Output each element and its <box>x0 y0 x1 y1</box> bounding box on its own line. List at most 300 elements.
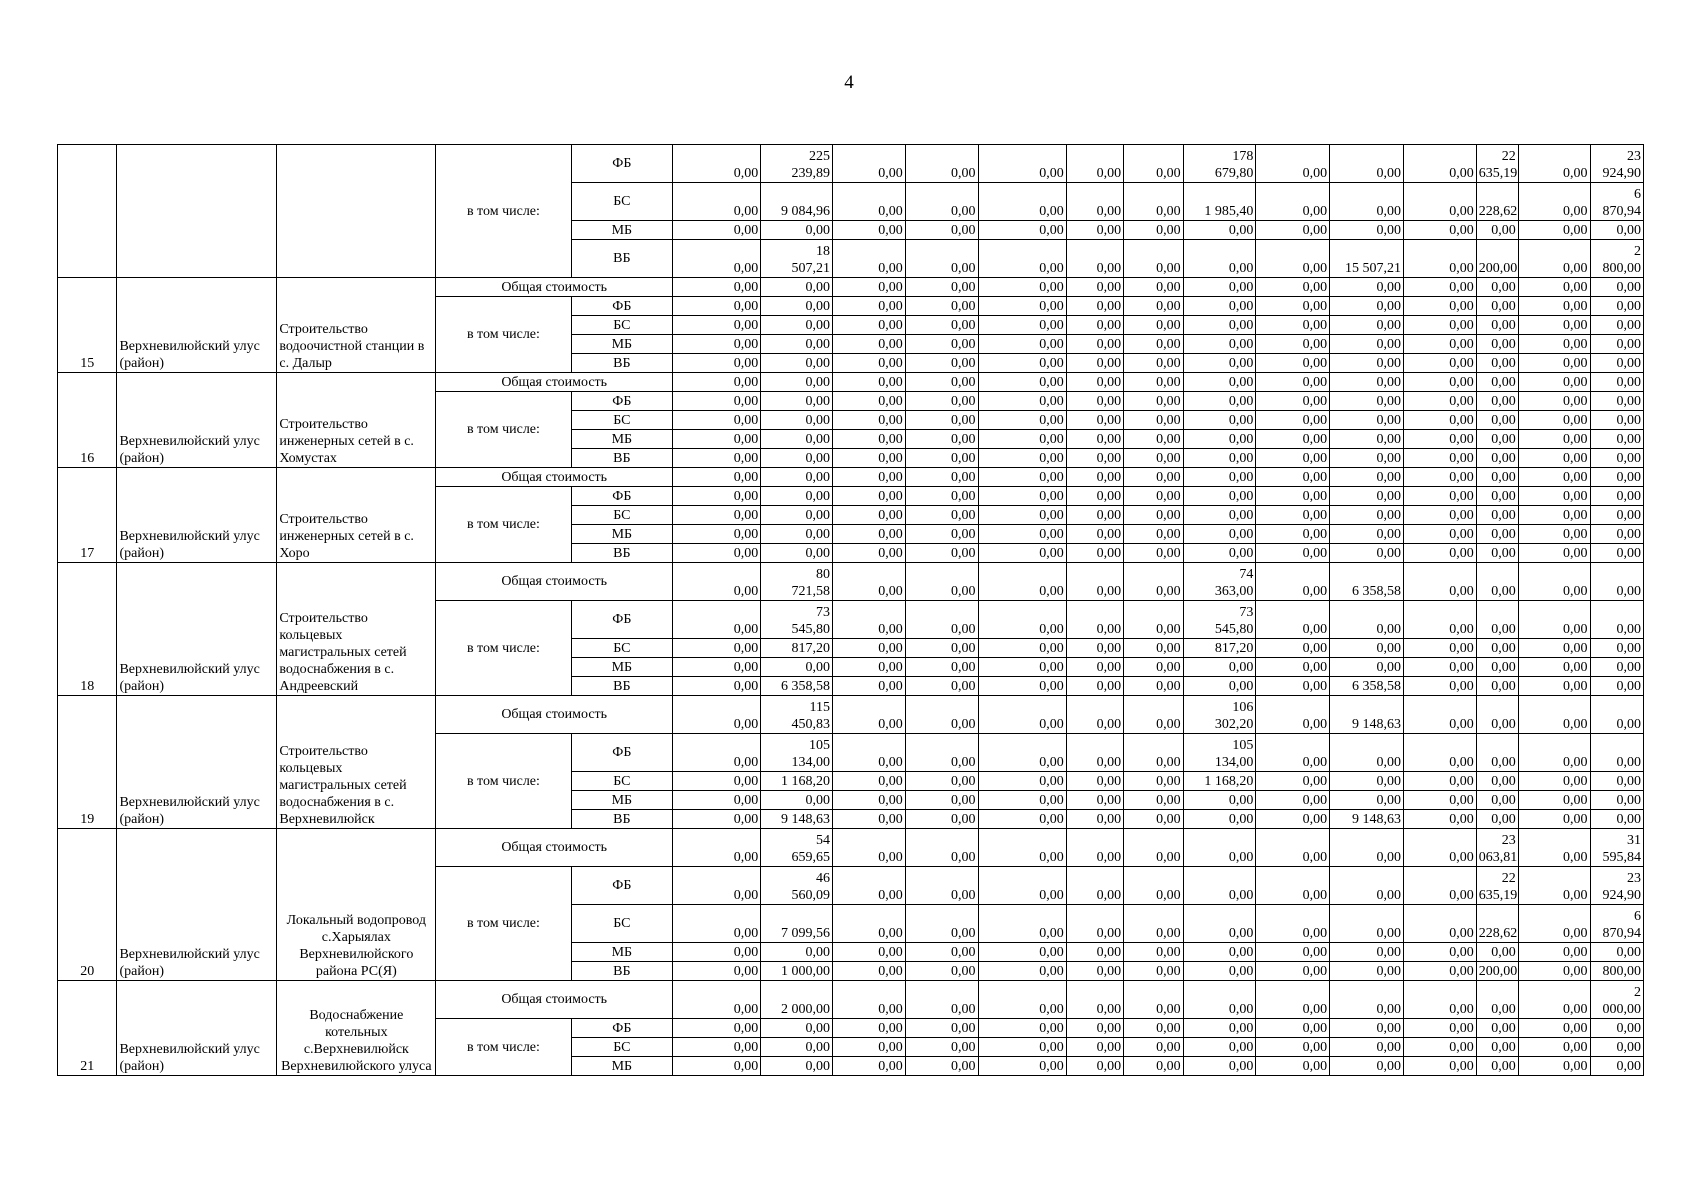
value-cell: 0,00 <box>1518 468 1590 487</box>
value-cell: 0,00 <box>1066 183 1123 221</box>
value-cell: 9 148,63 <box>1330 696 1404 734</box>
value-cell: 0,00 <box>673 278 761 297</box>
value-cell: 0,00 <box>673 810 761 829</box>
row-number: 19 <box>58 696 117 829</box>
municipality-cell <box>117 145 277 278</box>
value-cell: 0,00 <box>1066 278 1123 297</box>
value-cell: 6 870,94 <box>1590 183 1643 221</box>
including-label: в том числе: <box>436 1019 571 1076</box>
value-cell: 0,00 <box>1124 335 1183 354</box>
value-cell: 0,00 <box>1183 430 1256 449</box>
value-cell: 0,00 <box>1476 943 1518 962</box>
municipality-cell: Верхневилюйский улус (район) <box>117 829 277 981</box>
object-cell <box>277 145 436 278</box>
value-cell: 0,00 <box>1518 905 1590 943</box>
value-cell: 0,00 <box>1476 810 1518 829</box>
value-cell: 0,00 <box>1590 677 1643 696</box>
value-cell: 0,00 <box>1590 1057 1643 1076</box>
value-cell: 0,00 <box>1183 240 1256 278</box>
value-cell: 0,00 <box>1066 658 1123 677</box>
value-cell: 0,00 <box>905 430 978 449</box>
value-cell: 0,00 <box>1330 145 1404 183</box>
value-cell: 0,00 <box>1256 411 1330 430</box>
value-cell: 0,00 <box>978 1038 1066 1057</box>
value-cell: 0,00 <box>1330 734 1404 772</box>
value-cell: 0,00 <box>1518 430 1590 449</box>
value-cell: 1 000,00 <box>761 962 833 981</box>
value-cell: 0,00 <box>978 449 1066 468</box>
value-cell: 0,00 <box>1124 278 1183 297</box>
value-cell: 0,00 <box>1066 316 1123 335</box>
value-cell: 0,00 <box>832 1057 905 1076</box>
value-cell: 0,00 <box>978 392 1066 411</box>
value-cell: 0,00 <box>1590 487 1643 506</box>
value-cell: 0,00 <box>1330 658 1404 677</box>
value-cell: 0,00 <box>1256 221 1330 240</box>
value-cell: 0,00 <box>1124 962 1183 981</box>
value-cell: 0,00 <box>1476 658 1518 677</box>
value-cell: 0,00 <box>1124 449 1183 468</box>
value-cell: 0,00 <box>673 905 761 943</box>
value-cell: 0,00 <box>978 677 1066 696</box>
value-cell: 18 507,21 <box>761 240 833 278</box>
value-cell: 0,00 <box>1476 373 1518 392</box>
funding-source: ВБ <box>571 544 672 563</box>
value-cell: 31 595,84 <box>1590 829 1643 867</box>
value-cell: 225 239,89 <box>761 145 833 183</box>
value-cell: 0,00 <box>1124 506 1183 525</box>
value-cell: 0,00 <box>832 392 905 411</box>
total-cost-label: Общая стоимость <box>436 468 673 487</box>
value-cell: 0,00 <box>1124 145 1183 183</box>
value-cell: 0,00 <box>1124 791 1183 810</box>
value-cell: 0,00 <box>673 297 761 316</box>
value-cell: 0,00 <box>1476 506 1518 525</box>
value-cell: 0,00 <box>1183 392 1256 411</box>
value-cell: 0,00 <box>1256 430 1330 449</box>
value-cell: 0,00 <box>832 430 905 449</box>
value-cell: 228,62 <box>1476 183 1518 221</box>
value-cell: 0,00 <box>1066 449 1123 468</box>
value-cell: 0,00 <box>1403 145 1476 183</box>
value-cell: 1 168,20 <box>761 772 833 791</box>
value-cell: 0,00 <box>832 449 905 468</box>
value-cell: 0,00 <box>1256 563 1330 601</box>
row-number: 16 <box>58 373 117 468</box>
value-cell: 0,00 <box>1124 373 1183 392</box>
value-cell: 0,00 <box>1183 316 1256 335</box>
value-cell: 0,00 <box>1330 601 1404 639</box>
value-cell: 178 679,80 <box>1183 145 1256 183</box>
value-cell: 0,00 <box>1476 981 1518 1019</box>
value-cell: 0,00 <box>1066 221 1123 240</box>
object-cell: Водоснабжение котельных с.Верхневилюйск Верхневилюйского улуса <box>277 981 436 1076</box>
value-cell: 0,00 <box>1124 639 1183 658</box>
value-cell: 0,00 <box>832 240 905 278</box>
value-cell: 0,00 <box>1403 962 1476 981</box>
value-cell: 0,00 <box>832 525 905 544</box>
value-cell: 0,00 <box>905 829 978 867</box>
value-cell: 0,00 <box>1124 677 1183 696</box>
value-cell: 0,00 <box>1066 601 1123 639</box>
funding-source: МБ <box>571 943 672 962</box>
value-cell: 0,00 <box>1403 544 1476 563</box>
funding-source: МБ <box>571 335 672 354</box>
value-cell: 6 870,94 <box>1590 905 1643 943</box>
value-cell: 105 134,00 <box>1183 734 1256 772</box>
value-cell: 0,00 <box>1518 240 1590 278</box>
value-cell: 0,00 <box>1518 335 1590 354</box>
value-cell: 9 084,96 <box>761 183 833 221</box>
value-cell: 0,00 <box>1330 183 1404 221</box>
value-cell: 0,00 <box>1590 601 1643 639</box>
value-cell: 0,00 <box>978 316 1066 335</box>
value-cell: 0,00 <box>978 962 1066 981</box>
value-cell: 0,00 <box>1183 468 1256 487</box>
value-cell: 0,00 <box>1590 1038 1643 1057</box>
value-cell: 0,00 <box>1518 810 1590 829</box>
value-cell: 0,00 <box>832 183 905 221</box>
value-cell: 0,00 <box>832 601 905 639</box>
value-cell: 0,00 <box>1183 411 1256 430</box>
value-cell: 0,00 <box>1476 449 1518 468</box>
including-label: в том числе: <box>436 734 571 829</box>
value-cell: 0,00 <box>1066 487 1123 506</box>
value-cell: 0,00 <box>1590 392 1643 411</box>
value-cell: 0,00 <box>1256 449 1330 468</box>
value-cell: 0,00 <box>1590 544 1643 563</box>
funding-source: БС <box>571 772 672 791</box>
value-cell: 0,00 <box>1330 962 1404 981</box>
value-cell: 0,00 <box>1124 316 1183 335</box>
value-cell: 0,00 <box>1183 544 1256 563</box>
value-cell: 0,00 <box>1518 1019 1590 1038</box>
value-cell: 0,00 <box>905 468 978 487</box>
value-cell: 0,00 <box>1518 278 1590 297</box>
value-cell: 0,00 <box>905 658 978 677</box>
value-cell: 0,00 <box>1330 829 1404 867</box>
value-cell: 0,00 <box>905 563 978 601</box>
value-cell: 0,00 <box>1476 1019 1518 1038</box>
value-cell: 0,00 <box>905 506 978 525</box>
value-cell: 0,00 <box>905 696 978 734</box>
investment-table <box>57 144 1644 1076</box>
value-cell: 0,00 <box>1476 278 1518 297</box>
value-cell: 0,00 <box>1403 411 1476 430</box>
value-cell: 0,00 <box>1183 354 1256 373</box>
value-cell: 0,00 <box>1183 506 1256 525</box>
table-row <box>58 278 1644 297</box>
value-cell: 0,00 <box>1124 981 1183 1019</box>
value-cell: 0,00 <box>832 1019 905 1038</box>
value-cell: 0,00 <box>978 829 1066 867</box>
value-cell: 0,00 <box>832 145 905 183</box>
total-cost-label: Общая стоимость <box>436 563 673 601</box>
value-cell: 0,00 <box>1518 354 1590 373</box>
value-cell: 0,00 <box>978 221 1066 240</box>
value-cell: 0,00 <box>1256 487 1330 506</box>
value-cell: 106 302,20 <box>1183 696 1256 734</box>
including-label: в том числе: <box>436 392 571 468</box>
value-cell: 0,00 <box>978 487 1066 506</box>
value-cell: 0,00 <box>832 297 905 316</box>
value-cell: 0,00 <box>832 658 905 677</box>
value-cell: 0,00 <box>673 734 761 772</box>
value-cell: 0,00 <box>978 297 1066 316</box>
value-cell: 0,00 <box>1403 1038 1476 1057</box>
value-cell: 0,00 <box>1124 905 1183 943</box>
value-cell: 0,00 <box>1403 639 1476 658</box>
value-cell: 0,00 <box>978 525 1066 544</box>
value-cell: 0,00 <box>905 772 978 791</box>
value-cell: 0,00 <box>673 867 761 905</box>
funding-source: ФБ <box>571 145 672 183</box>
value-cell: 0,00 <box>1183 335 1256 354</box>
value-cell: 0,00 <box>1256 639 1330 658</box>
value-cell: 0,00 <box>1256 867 1330 905</box>
value-cell: 0,00 <box>761 335 833 354</box>
value-cell: 0,00 <box>673 449 761 468</box>
value-cell: 0,00 <box>1518 677 1590 696</box>
value-cell: 0,00 <box>978 658 1066 677</box>
value-cell: 0,00 <box>1124 240 1183 278</box>
value-cell: 0,00 <box>673 525 761 544</box>
municipality-cell: Верхневилюйский улус (район) <box>117 373 277 468</box>
value-cell: 0,00 <box>1124 221 1183 240</box>
value-cell: 228,62 <box>1476 905 1518 943</box>
value-cell: 0,00 <box>1330 1038 1404 1057</box>
value-cell: 0,00 <box>1476 430 1518 449</box>
value-cell: 0,00 <box>1124 430 1183 449</box>
value-cell: 0,00 <box>761 506 833 525</box>
value-cell: 0,00 <box>1403 297 1476 316</box>
value-cell: 0,00 <box>1330 278 1404 297</box>
value-cell: 9 148,63 <box>1330 810 1404 829</box>
value-cell: 0,00 <box>1518 791 1590 810</box>
value-cell: 0,00 <box>1518 145 1590 183</box>
value-cell: 0,00 <box>978 981 1066 1019</box>
value-cell: 0,00 <box>1183 905 1256 943</box>
value-cell: 0,00 <box>1183 943 1256 962</box>
value-cell: 0,00 <box>1476 411 1518 430</box>
value-cell: 0,00 <box>1124 525 1183 544</box>
value-cell: 0,00 <box>1330 1057 1404 1076</box>
value-cell: 0,00 <box>1330 905 1404 943</box>
funding-source: ФБ <box>571 1019 672 1038</box>
value-cell: 0,00 <box>1518 772 1590 791</box>
value-cell: 0,00 <box>1183 658 1256 677</box>
value-cell: 0,00 <box>1403 696 1476 734</box>
value-cell: 0,00 <box>1066 905 1123 943</box>
value-cell: 0,00 <box>1256 696 1330 734</box>
value-cell: 0,00 <box>1590 316 1643 335</box>
value-cell: 0,00 <box>1590 943 1643 962</box>
value-cell: 0,00 <box>1518 487 1590 506</box>
value-cell: 0,00 <box>761 943 833 962</box>
value-cell: 0,00 <box>978 430 1066 449</box>
value-cell: 0,00 <box>1066 791 1123 810</box>
value-cell: 0,00 <box>1476 677 1518 696</box>
value-cell: 0,00 <box>1403 1057 1476 1076</box>
value-cell: 0,00 <box>1256 981 1330 1019</box>
value-cell: 0,00 <box>1066 411 1123 430</box>
value-cell: 0,00 <box>1403 468 1476 487</box>
value-cell: 0,00 <box>1183 449 1256 468</box>
value-cell: 0,00 <box>978 639 1066 658</box>
value-cell: 0,00 <box>673 392 761 411</box>
value-cell: 200,00 <box>1476 962 1518 981</box>
value-cell: 0,00 <box>1124 829 1183 867</box>
value-cell: 0,00 <box>673 677 761 696</box>
value-cell: 0,00 <box>832 810 905 829</box>
value-cell: 0,00 <box>1330 981 1404 1019</box>
funding-source: МБ <box>571 525 672 544</box>
value-cell: 0,00 <box>1476 563 1518 601</box>
value-cell: 0,00 <box>673 487 761 506</box>
value-cell: 0,00 <box>978 563 1066 601</box>
value-cell: 0,00 <box>1330 411 1404 430</box>
value-cell: 0,00 <box>832 791 905 810</box>
value-cell: 0,00 <box>1066 772 1123 791</box>
funding-source: БС <box>571 411 672 430</box>
value-cell: 0,00 <box>1256 772 1330 791</box>
value-cell: 0,00 <box>1518 373 1590 392</box>
value-cell: 0,00 <box>832 905 905 943</box>
value-cell: 0,00 <box>832 335 905 354</box>
table-row <box>58 373 1644 392</box>
municipality-cell: Верхневилюйский улус (район) <box>117 278 277 373</box>
value-cell: 0,00 <box>1183 221 1256 240</box>
value-cell: 0,00 <box>673 601 761 639</box>
value-cell: 0,00 <box>1330 506 1404 525</box>
row-number: 18 <box>58 563 117 696</box>
value-cell: 0,00 <box>832 221 905 240</box>
value-cell: 0,00 <box>1330 772 1404 791</box>
value-cell: 0,00 <box>1590 449 1643 468</box>
value-cell: 0,00 <box>1476 696 1518 734</box>
value-cell: 0,00 <box>1124 354 1183 373</box>
value-cell: 0,00 <box>1124 297 1183 316</box>
value-cell: 0,00 <box>1476 525 1518 544</box>
value-cell: 0,00 <box>1403 183 1476 221</box>
value-cell: 0,00 <box>1256 943 1330 962</box>
value-cell: 0,00 <box>761 449 833 468</box>
value-cell: 0,00 <box>761 278 833 297</box>
value-cell: 0,00 <box>1476 772 1518 791</box>
value-cell: 0,00 <box>1590 772 1643 791</box>
value-cell: 0,00 <box>978 601 1066 639</box>
value-cell: 0,00 <box>1518 1057 1590 1076</box>
value-cell: 0,00 <box>905 601 978 639</box>
value-cell: 0,00 <box>1403 354 1476 373</box>
value-cell: 0,00 <box>1518 696 1590 734</box>
value-cell: 0,00 <box>761 221 833 240</box>
value-cell: 0,00 <box>1256 278 1330 297</box>
table-row <box>58 829 1644 867</box>
value-cell: 0,00 <box>1183 829 1256 867</box>
value-cell: 80 721,58 <box>761 563 833 601</box>
row-number: 21 <box>58 981 117 1076</box>
value-cell: 0,00 <box>905 1038 978 1057</box>
value-cell: 2 000,00 <box>1590 981 1643 1019</box>
funding-source: МБ <box>571 430 672 449</box>
value-cell: 0,00 <box>905 1019 978 1038</box>
value-cell: 22 635,19 <box>1476 145 1518 183</box>
value-cell: 0,00 <box>1256 1038 1330 1057</box>
including-label: в том числе: <box>436 297 571 373</box>
value-cell: 0,00 <box>905 962 978 981</box>
value-cell: 0,00 <box>1124 183 1183 221</box>
value-cell: 0,00 <box>1403 677 1476 696</box>
value-cell: 0,00 <box>1518 316 1590 335</box>
value-cell: 0,00 <box>673 468 761 487</box>
object-cell: Локальный водопровод с.Харыялах Верхневилюйского района РС(Я) <box>277 829 436 981</box>
value-cell: 0,00 <box>1183 677 1256 696</box>
value-cell: 0,00 <box>1183 810 1256 829</box>
value-cell: 0,00 <box>1518 183 1590 221</box>
value-cell: 0,00 <box>1403 430 1476 449</box>
value-cell: 0,00 <box>1518 1038 1590 1057</box>
value-cell: 0,00 <box>761 354 833 373</box>
value-cell: 0,00 <box>905 411 978 430</box>
value-cell: 115 450,83 <box>761 696 833 734</box>
total-cost-label: Общая стоимость <box>436 829 673 867</box>
value-cell: 0,00 <box>905 810 978 829</box>
value-cell: 0,00 <box>1256 601 1330 639</box>
value-cell: 0,00 <box>1403 335 1476 354</box>
value-cell: 0,00 <box>1590 525 1643 544</box>
value-cell: 0,00 <box>1066 696 1123 734</box>
value-cell: 0,00 <box>1403 525 1476 544</box>
value-cell: 0,00 <box>905 544 978 563</box>
object-cell: Строительство инженерных сетей в с. Хомустах <box>277 373 436 468</box>
value-cell: 0,00 <box>761 297 833 316</box>
value-cell: 0,00 <box>978 696 1066 734</box>
value-cell: 0,00 <box>1403 563 1476 601</box>
value-cell: 0,00 <box>1330 544 1404 563</box>
value-cell: 0,00 <box>905 354 978 373</box>
value-cell: 0,00 <box>1183 487 1256 506</box>
value-cell: 0,00 <box>832 468 905 487</box>
value-cell: 0,00 <box>1256 962 1330 981</box>
value-cell: 54 659,65 <box>761 829 833 867</box>
value-cell: 0,00 <box>1124 943 1183 962</box>
value-cell: 0,00 <box>1518 829 1590 867</box>
value-cell: 6 358,58 <box>1330 563 1404 601</box>
funding-source: ВБ <box>571 810 672 829</box>
value-cell: 0,00 <box>1518 449 1590 468</box>
value-cell: 0,00 <box>761 658 833 677</box>
value-cell: 0,00 <box>1256 829 1330 867</box>
value-cell: 0,00 <box>1124 487 1183 506</box>
value-cell: 0,00 <box>1183 867 1256 905</box>
value-cell: 0,00 <box>1403 278 1476 297</box>
value-cell: 0,00 <box>1403 373 1476 392</box>
value-cell: 0,00 <box>673 316 761 335</box>
funding-source: МБ <box>571 791 672 810</box>
value-cell: 0,00 <box>905 487 978 506</box>
value-cell: 6 358,58 <box>1330 677 1404 696</box>
value-cell: 0,00 <box>1590 430 1643 449</box>
value-cell: 0,00 <box>1518 297 1590 316</box>
value-cell: 0,00 <box>1590 506 1643 525</box>
value-cell: 0,00 <box>1124 544 1183 563</box>
value-cell: 817,20 <box>761 639 833 658</box>
value-cell: 0,00 <box>905 449 978 468</box>
value-cell: 0,00 <box>761 487 833 506</box>
page-number: 4 <box>844 72 854 93</box>
value-cell: 9 148,63 <box>761 810 833 829</box>
